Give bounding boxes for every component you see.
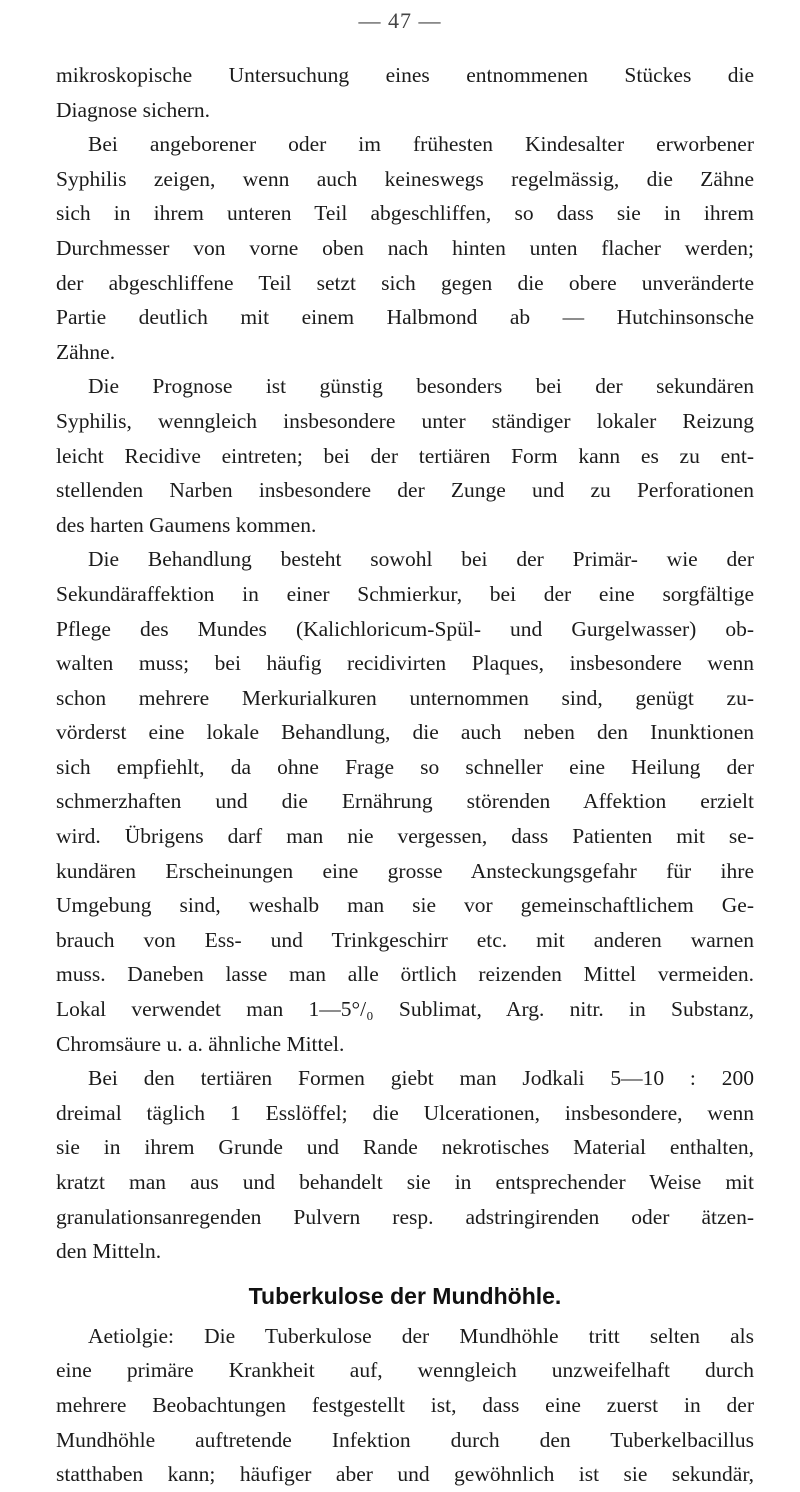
text-line: Partie deutlich mit einem Halbmond ab — Hutchinsonsche	[56, 305, 754, 330]
text-line: Bei den tertiären Formen giebt man Jodkali 5—10 : 200	[88, 1066, 754, 1091]
section-heading: Tuberkulose der Mundhöhle.	[248, 1282, 562, 1309]
text-line: sich in ihrem unteren Teil abgeschliffen, so dass sie in ihrem	[56, 201, 754, 226]
text-line: schmerzhaften und die Ernährung störenden Affektion erzielt	[56, 789, 754, 814]
text-line: Diagnose sichern.	[56, 97, 211, 122]
text-line: Syphilis, wenngleich insbesondere unter ständiger lokaler Reizung	[56, 408, 754, 433]
text-line: muss. Daneben lasse man alle örtlich reizenden Mittel vermeiden.	[56, 962, 754, 987]
text-line: mehrere Beobachtungen festgestellt ist, dass eine zuerst in der	[56, 1392, 754, 1417]
text-line: des harten Gaumens kommen.	[56, 512, 317, 537]
paragraph-diagnosis-end	[56, 58, 754, 127]
text-line: Aetiolgie: Die Tuberkulose der Mundhöhle tritt selten als	[88, 1323, 754, 1348]
paragraph-prognosis	[56, 369, 754, 542]
text-line: vörderst eine lokale Behandlung, die auch neben den Inunktionen	[56, 720, 754, 745]
text-line: Mundhöhle auftretende Infektion durch den Tuberkelbacillus	[56, 1427, 754, 1452]
paragraph-aetiology	[56, 1319, 754, 1492]
text-line: leicht Recidive eintreten; bei der tertiären Form kann es zu ent-	[56, 443, 754, 468]
page-number: — 47 —	[358, 8, 442, 33]
paragraph-treatment	[56, 542, 754, 1061]
text-line: walten muss; bei häufig recidivirten Plaques, insbesondere wenn	[56, 651, 754, 676]
text-line: Pflege des Mundes (Kalichloricum-Spül- und Gurgelwasser) ob-	[56, 616, 754, 641]
text-line: kratzt man aus und behandelt sie in entsprechender Weise mit	[56, 1170, 754, 1194]
text-line: stellenden Narben insbesondere der Zunge und zu Perforationen	[56, 478, 754, 503]
text-line: Syphilis zeigen, wenn auch keineswegs regelmässig, die Zähne	[56, 166, 754, 191]
text-line: dreimal täglich 1 Esslöffel; die Ulcerationen, insbesondere, wenn	[56, 1100, 754, 1125]
text-line: Chromsäure u. a. ähnliche Mittel.	[56, 1031, 345, 1056]
text-line: mikroskopische Untersuchung eines entnommenen Stückes die	[56, 63, 754, 87]
text-line: den Mitteln.	[56, 1239, 162, 1264]
text-line: Zähne.	[56, 339, 116, 364]
text-line: brauch von Ess- und Trinkgeschirr etc. mit anderen warnen	[56, 927, 754, 952]
text-line: schon mehrere Merkurialkuren unternommen sind, genügt zu-	[56, 685, 754, 710]
text-line: Sekundäraffektion in einer Schmierkur, bei der eine sorgfältige	[56, 581, 754, 606]
text-line: Die Prognose ist günstig besonders bei der sekundären	[88, 374, 754, 399]
text-line: wird. Übrigens darf man nie vergessen, dass Patienten mit se-	[56, 824, 754, 849]
paragraph-congenital-syphilis	[56, 127, 754, 369]
text-line: granulationsanregenden Pulvern resp. adstringirenden oder ätzen-	[56, 1204, 754, 1229]
body-text	[56, 58, 754, 1492]
text-line: der abgeschliffene Teil setzt sich gegen die obere unveränderte	[56, 270, 754, 295]
text-line: kundären Erscheinungen eine grosse Ansteckungsgefahr für ihre	[56, 858, 754, 883]
text-line: Die Behandlung besteht sowohl bei der Primär- wie der	[88, 547, 754, 572]
paragraph-tertiary-forms	[56, 1061, 754, 1269]
text-line: statthaben kann; häufiger aber und gewöhnlich ist sie sekundär,	[56, 1462, 754, 1487]
text-line: Durchmesser von vorne oben nach hinten unten flacher werden;	[56, 235, 754, 260]
text-line: eine primäre Krankheit auf, wenngleich unzweifelhaft durch	[56, 1358, 754, 1383]
text-line: sie in ihrem Grunde und Rande nekrotisches Material enthalten,	[56, 1135, 754, 1160]
text-line: Bei angeborener oder im frühesten Kindesalter erworbener	[88, 132, 754, 157]
text-line: Umgebung sind, weshalb man sie vor gemeinschaftlichem Ge-	[56, 893, 754, 918]
text-line: Lokal verwendet man 1—5°/₀ Sublimat, Arg. nitr. in Substanz,	[56, 997, 754, 1022]
text-line: sich empfiehlt, da ohne Frage so schneller eine Heilung der	[56, 754, 754, 779]
